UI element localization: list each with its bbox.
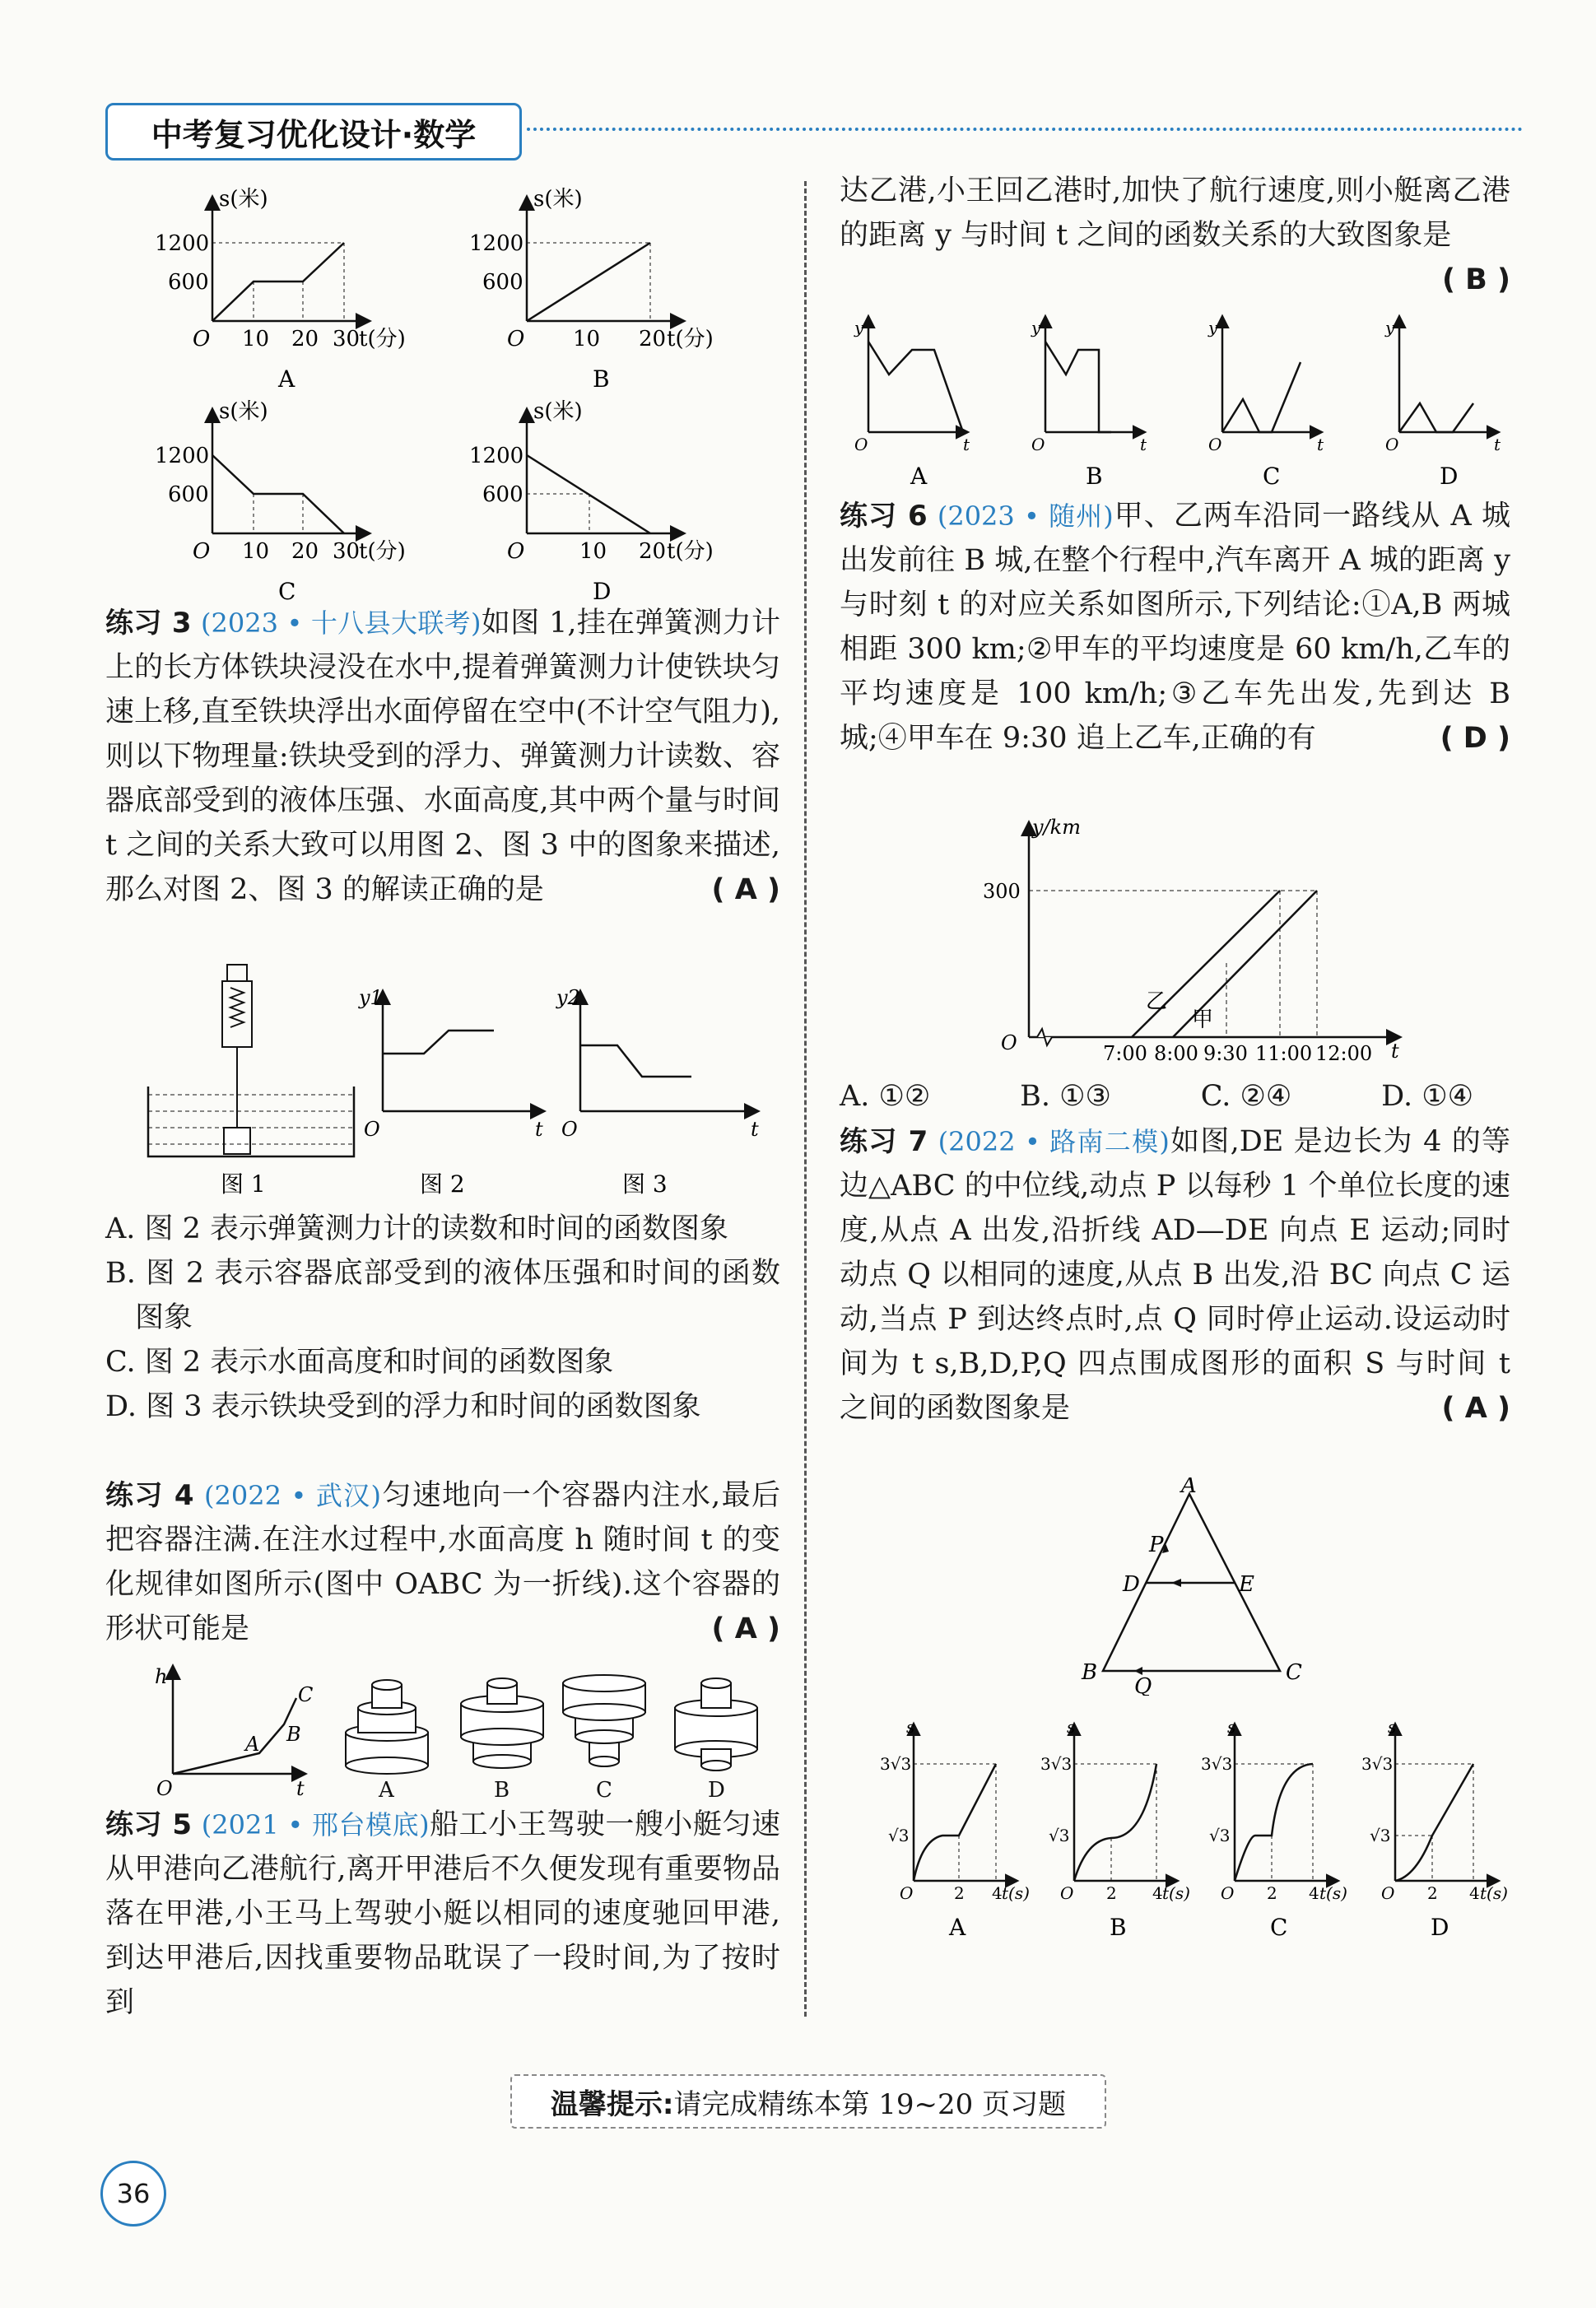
ex6-option-a: A. ①② [840, 1080, 931, 1113]
ex4-number: 练习 4 [105, 1479, 194, 1512]
ex7-graph-c [1201, 1717, 1347, 1941]
ex3-option-a: A. 图 2 表示弹簧测力计的读数和时间的函数图象 [105, 1212, 729, 1245]
ex7-graphs [877, 1716, 1527, 1943]
tick-1200: 1200 [469, 231, 524, 256]
ex3-fig2-graph [358, 986, 543, 1198]
t-label: t [535, 1118, 543, 1141]
exercise-5 [105, 1803, 780, 2025]
container-d [675, 1678, 757, 1798]
exercise-3 [105, 601, 780, 912]
ex5-number: 练习 5 [105, 1808, 193, 1841]
ex7-triangle [1070, 1477, 1317, 1696]
top-graphs [105, 181, 789, 609]
ex4-answer: ( A ) [711, 1612, 780, 1645]
s-label: s [1227, 1717, 1236, 1737]
ex7-graph-a [880, 1717, 1030, 1941]
tick-600: 600 [168, 482, 209, 507]
ex4-text: 匀速地向一个容器内注水,最后把容器注满.在注水过程中,水面高度 h 随时间 t 的变化规律如图所示(图中 OABC 为一折线).这个容器的形状可能是 [105, 1479, 780, 1645]
tick-600: 600 [482, 270, 523, 295]
ex5-text: 船工小王驾驶一艘小艇匀速从甲港向乙港航行,离开甲港后不久便发现有重要物品落在甲港,小王马上驾驶小艇以相同的速度驰回甲港,到达甲港后,因找重要物品耽误了一段时间,为了按时到 [105, 1808, 780, 2019]
ex3-body [105, 601, 780, 912]
y1-label: y1 [359, 986, 383, 1009]
tick-600: 600 [482, 482, 523, 507]
ex7-graph-b [1040, 1717, 1190, 1941]
graph-label: C [278, 578, 296, 605]
tick-700: 7:00 [1103, 1042, 1147, 1065]
tick-20: 20 [291, 327, 319, 351]
tick-2: 2 [1106, 1883, 1117, 1903]
ex6-option-c: C. ②④ [1200, 1080, 1292, 1113]
container-a [346, 1680, 428, 1798]
t-label: t [1494, 435, 1501, 454]
graph-label: C [1263, 463, 1281, 490]
container-label: D [708, 1778, 725, 1798]
t-label: t [296, 1777, 305, 1798]
s-label: s [906, 1717, 915, 1737]
tick-4: 4 [1309, 1883, 1319, 1903]
container-label: B [494, 1778, 510, 1798]
tick-1200: 1200 [469, 444, 524, 468]
t-label: t [1317, 435, 1324, 454]
tick-10: 10 [242, 539, 270, 564]
exercise-6 [840, 494, 1510, 761]
tick-600: 600 [168, 270, 209, 295]
t-label: t [963, 435, 970, 454]
ex6-answer: ( D ) [1440, 722, 1510, 755]
ex3-fig1-spring [148, 965, 354, 1198]
container-label: C [596, 1778, 612, 1798]
y-label: y [1385, 318, 1395, 337]
tick-10: 10 [242, 327, 270, 351]
exercise-5-continued [840, 169, 1510, 302]
ex3-option-c: C. 图 2 表示水面高度和时间的函数图象 [105, 1346, 614, 1379]
origin: O [364, 1118, 380, 1141]
top-graph-a [155, 187, 406, 393]
tick-1100: 11:00 [1255, 1042, 1313, 1065]
tick-4: 4 [992, 1883, 1003, 1903]
header-title [105, 103, 522, 161]
tick-3sqrt3: 3√3 [1040, 1754, 1073, 1774]
tick-10: 10 [573, 327, 601, 351]
t-label: t(s) [1002, 1883, 1030, 1903]
vertex-b: B [1082, 1660, 1098, 1685]
s-axis-label: s(米) [533, 187, 583, 212]
ex3-options [105, 1207, 780, 1429]
t-axis-label: t(分) [667, 539, 714, 564]
point-e: E [1239, 1572, 1254, 1597]
ex5-graph-b [1031, 317, 1147, 490]
ex5-answer: ( B ) [1441, 263, 1510, 296]
tip-box [510, 2074, 1106, 2129]
ex5-text-cont: 达乙港,小王回乙港时,加快了航行速度,则小艇离乙港的距离 y 与时间 t 之间的函数关系的大致图象是 [840, 174, 1510, 252]
point-d: D [1123, 1572, 1140, 1597]
header-title-text: 中考复习优化设计·数学 [151, 116, 477, 153]
origin: O [1031, 435, 1045, 454]
ex4-graph [155, 1665, 313, 1798]
point-p: P [1149, 1533, 1164, 1557]
t-label: t(s) [1480, 1883, 1508, 1903]
top-graph-d [469, 399, 714, 605]
ex4-source: (2022 • 武汉) [204, 1480, 382, 1511]
tick-30: 30 [333, 327, 361, 351]
ex4-body [105, 1473, 780, 1651]
origin: O [1208, 435, 1222, 454]
exercise-7 [840, 1119, 1510, 1431]
t-axis-label: t(分) [359, 539, 406, 564]
ex3-source: (2023 • 十八县大联考) [201, 607, 482, 639]
tick-2: 2 [1267, 1883, 1277, 1903]
t-label: t [1140, 435, 1147, 454]
vertex-c: C [1286, 1660, 1302, 1685]
page-number [100, 2161, 166, 2227]
origin: O [193, 327, 211, 351]
tick-4: 4 [1469, 1883, 1480, 1903]
ex3-text: 如图 1,挂在弹簧测力计上的长方体铁块浸没在水中,提着弹簧测力计使铁块匀速上移,直至铁块浮出水面停留在空中(不计空气阻力),则以下物理量:铁块受到的浮力、弹簧测力计读数、容器底部受到的液体压强、水面高度,其中两个量与时间 t 之间的关系大致可以用图 2、图 3 中的图象来描述,那么对图 2、图 3 的解读正确的是 [105, 607, 780, 906]
origin: O [854, 435, 868, 454]
origin: O [900, 1883, 914, 1903]
ex7-body [840, 1119, 1510, 1431]
ex7-source: (2022 • 路南二模) [938, 1126, 1170, 1157]
graph-label: B [1110, 1914, 1127, 1941]
origin: O [1221, 1883, 1235, 1903]
ex6-text: 甲、乙两车沿同一路线从 A 城出发前往 B 城,在整个行程中,汽车离开 A 城的距离 y 与时刻 t 的对应关系如图所示,下列结论:①A,B 两城相距 300 km;②甲车的平均速度是 60 km/h,乙车的平均速度是 100 km/h;③乙车先出发,先到达 B 城;④甲车在 9:30 追上乙车,正确的有 [840, 500, 1510, 755]
tick-2: 2 [1427, 1883, 1438, 1903]
point-a: A [245, 1733, 260, 1756]
ex3-option-b: B. 图 2 表示容器底部受到的液体压强和时间的函数图象 [105, 1257, 780, 1334]
origin: O [1385, 435, 1399, 454]
graph-label: C [1270, 1914, 1288, 1941]
graph-label: D [1431, 1914, 1449, 1941]
ex5-source: (2021 • 邢台模底) [201, 1809, 430, 1840]
s-axis-label: s(米) [219, 399, 268, 424]
tick-300: 300 [983, 880, 1021, 903]
ex5-body [105, 1803, 780, 2025]
origin: O [1381, 1883, 1395, 1903]
ex4-figures [148, 1659, 774, 1798]
ex3-fig3-graph [556, 986, 759, 1198]
tick-4: 4 [1152, 1883, 1163, 1903]
y-axis-label: y/km [1032, 816, 1081, 839]
tip-label: 温馨提示: [550, 2087, 674, 2121]
ex3-answer: ( A ) [711, 873, 780, 906]
tick-1200: 1200 [155, 444, 210, 468]
ex3-figures [132, 963, 774, 1202]
ex6-options [840, 1074, 1473, 1119]
fig3-caption: 图 3 [622, 1170, 668, 1198]
ex6-body [840, 494, 1510, 761]
ex6-graph [971, 811, 1416, 1066]
fig2-caption: 图 2 [420, 1170, 465, 1198]
fig1-caption: 图 1 [221, 1170, 266, 1198]
t-label: t [751, 1118, 759, 1141]
y-label: y [854, 318, 864, 337]
tip-text: 请完成精练本第 19~20 页习题 [673, 2087, 1067, 2121]
ex6-number: 练习 6 [840, 500, 928, 533]
tick-10: 10 [579, 539, 607, 564]
graph-label: A [949, 1914, 966, 1941]
tick-20: 20 [639, 539, 667, 564]
t-label: t(s) [1162, 1883, 1190, 1903]
graph-label: A [910, 463, 928, 490]
ex7-text: 如图,DE 是边长为 4 的等边△ABC 的中位线,动点 P 以每秒 1 个单位长度的速度,从点 A 出发,沿折线 AD—DE 向点 E 运动;同时动点 Q 以相同的速度,从点 B 出发,沿 BC 向点 C 运动,当点 P 到达终点时,点 Q 同时停止运动.设运动时间为 t s,B,D,P,Q 四点围成图形的面积 S 与时间 t 之间的函数图象是 [840, 1125, 1510, 1425]
graph-label: D [593, 578, 612, 605]
ex7-answer: ( A ) [1441, 1392, 1510, 1425]
tick-930: 9:30 [1203, 1042, 1248, 1065]
s-axis-label: s(米) [219, 187, 268, 212]
tick-2: 2 [954, 1883, 965, 1903]
point-q: Q [1134, 1674, 1152, 1696]
ex6-option-d: D. ①④ [1381, 1080, 1473, 1113]
h-label: h [155, 1665, 168, 1688]
ex7-number: 练习 7 [840, 1125, 928, 1158]
tick-1200: 1200 [155, 231, 210, 256]
label-yi: 乙 [1146, 989, 1168, 1014]
ex5-graphs [840, 309, 1515, 494]
top-graph-c [155, 399, 406, 605]
y2-label: y2 [556, 986, 580, 1009]
ex6-source: (2023 • 随州) [937, 500, 1114, 532]
tick-sqrt3: √3 [1370, 1826, 1391, 1845]
container-c [563, 1675, 645, 1798]
origin: O [193, 539, 211, 564]
tick-sqrt3: √3 [1049, 1826, 1070, 1845]
s-label: s [1067, 1717, 1076, 1737]
origin: O [561, 1118, 578, 1141]
top-graph-b [469, 187, 714, 393]
ex7-graph-d [1361, 1717, 1508, 1941]
label-jia: 甲 [1192, 1007, 1214, 1032]
origin: O [507, 539, 525, 564]
tick-20: 20 [639, 327, 667, 351]
s-axis-label: s(米) [533, 399, 583, 424]
t-axis-label: t(分) [667, 327, 714, 351]
graph-label: B [593, 365, 610, 393]
tick-3sqrt3: 3√3 [1201, 1754, 1233, 1774]
tick-30: 30 [333, 539, 361, 564]
graph-label: A [278, 365, 295, 393]
ex3-option-d: D. 图 3 表示铁块受到的浮力和时间的函数图象 [105, 1390, 701, 1423]
tick-20: 20 [291, 539, 319, 564]
column-divider [804, 181, 807, 2017]
tick-sqrt3: √3 [1209, 1826, 1231, 1845]
graph-label: D [1440, 463, 1459, 490]
s-label: s [1388, 1717, 1397, 1737]
vertex-a: A [1181, 1477, 1197, 1498]
tick-1200: 12:00 [1315, 1042, 1373, 1065]
ex5-graph-d [1384, 317, 1501, 490]
container-label: A [379, 1778, 394, 1798]
graph-label: B [1086, 463, 1103, 490]
point-c: C [298, 1683, 314, 1706]
ex6-option-b: B. ①③ [1020, 1080, 1111, 1113]
origin: O [156, 1777, 173, 1798]
ex3-number: 练习 3 [105, 607, 192, 640]
tick-3sqrt3: 3√3 [880, 1754, 912, 1774]
point-b: B [286, 1723, 301, 1746]
tick-sqrt3: √3 [888, 1826, 910, 1845]
header-dotted-rule [527, 128, 1523, 131]
origin: O [1060, 1883, 1074, 1903]
ex5-body-cont [840, 169, 1510, 296]
container-b [461, 1678, 543, 1798]
ex5-graph-c [1207, 317, 1324, 490]
exercise-4 [105, 1473, 780, 1651]
page-number-text: 36 [116, 2178, 151, 2209]
ex5-graph-a [854, 317, 970, 490]
origin: O [1001, 1031, 1017, 1054]
t-label: t(s) [1319, 1883, 1347, 1903]
tick-800: 8:00 [1154, 1042, 1198, 1065]
y-label: y [1031, 318, 1041, 337]
y-label: y [1208, 318, 1218, 337]
origin: O [507, 327, 525, 351]
t-label: t [1391, 1040, 1399, 1063]
tick-3sqrt3: 3√3 [1361, 1754, 1394, 1774]
t-axis-label: t(分) [359, 327, 406, 351]
